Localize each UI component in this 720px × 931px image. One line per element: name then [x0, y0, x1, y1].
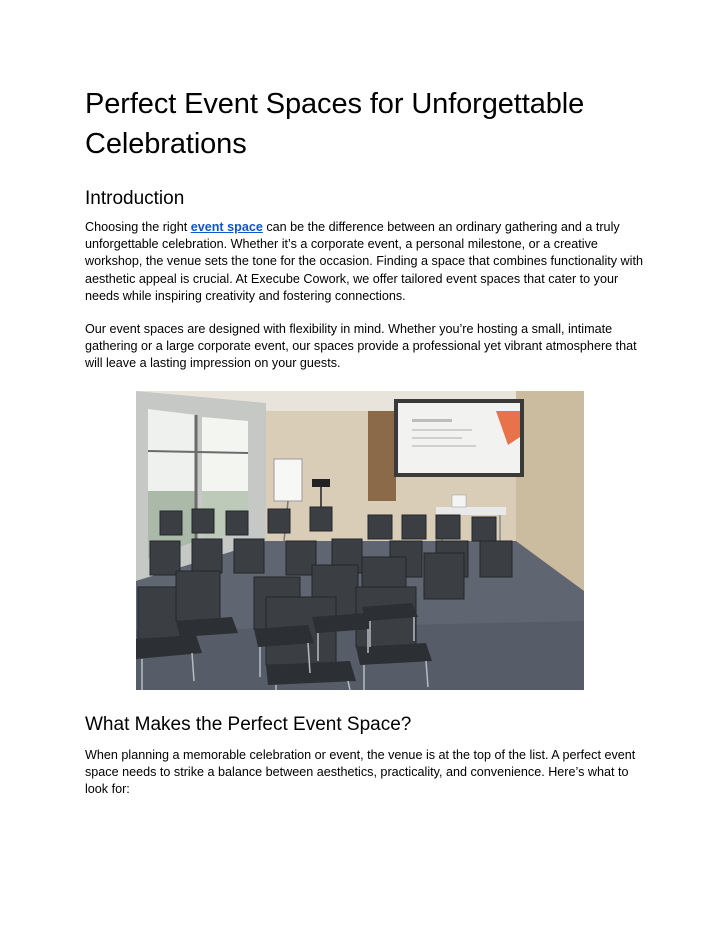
page-title: Perfect Event Spaces for Unforgettable Celebrations [85, 88, 585, 160]
section-heading-perfect-space: What Makes the Perfect Event Space? [85, 714, 412, 735]
intro-paragraph-2: Our event spaces are designed with flexibility in mind. Whether you’re hosting a small, intimate gathering or a large corporate event, our spaces provide a professional yet vibrant atmosphere that will leave a lasting impression on your guests. [85, 322, 637, 371]
perfect-space-paragraph: When planning a memorable celebration or event, the venue is at the top of the list. A perfect event space needs to strike a balance between aesthetics, practicality, and convenience. Here’s what to look for: [85, 748, 636, 797]
event-room-photo [136, 391, 584, 690]
event-space-link[interactable]: event space [190, 220, 263, 234]
section-heading-introduction: Introduction [85, 188, 185, 209]
intro-paragraph-1-lead: Choosing the right [85, 220, 191, 234]
intro-paragraph-1 [85, 219, 645, 305]
intro-paragraph-1-rest: can be the difference between an ordinary gathering and a truly unforgettable celebration. Whether it’s a corporate event, a personal milestone, or a creative workshop, the venue sets the tone for the occasion. Finding a space that combines functionality with aesthetic appeal is crucial. At Execube Cowork, we offer tailored event spaces that cater to your needs while inspiring creativity and fostering connections. [85, 220, 643, 303]
